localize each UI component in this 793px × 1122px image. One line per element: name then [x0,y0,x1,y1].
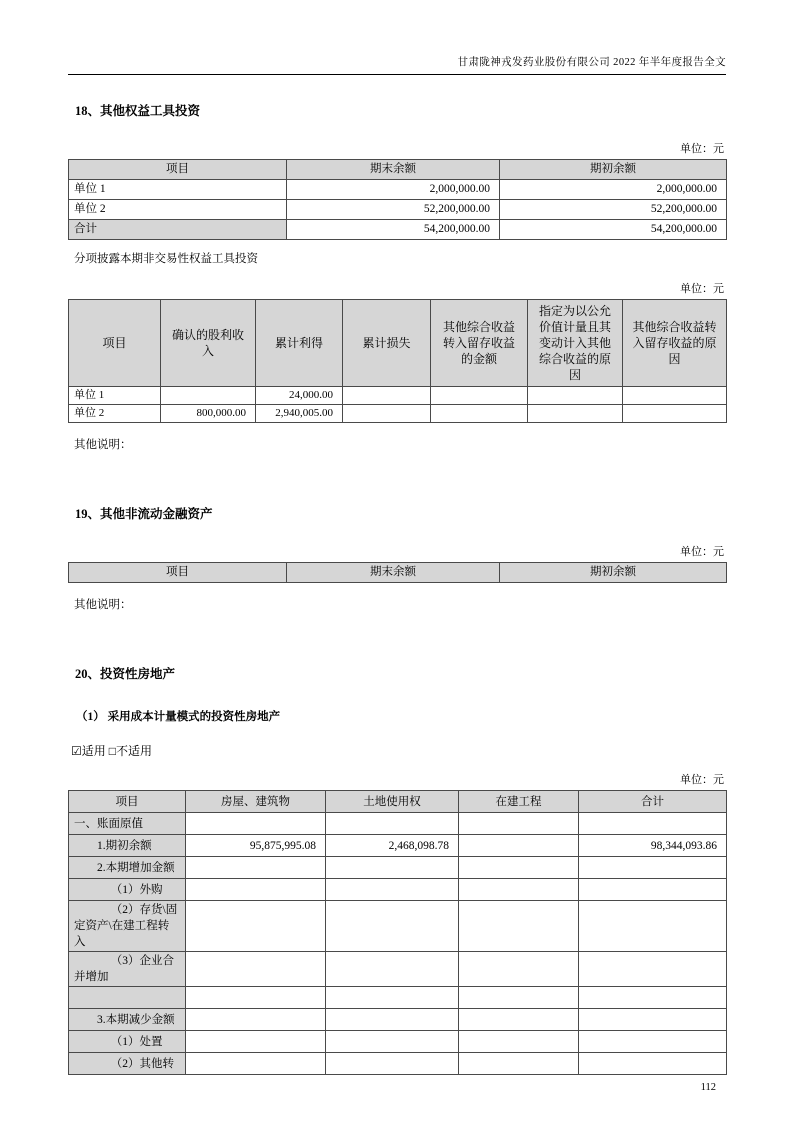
row-label-cell: 一、账面原值 [69,813,186,835]
row-label-cell: （1）外购 [69,879,186,901]
row-label-cell: 单位 2 [69,405,161,423]
section-20-subtitle: （1） 采用成本计量模式的投资性房地产 [76,711,281,723]
value-cell [459,1053,579,1075]
value-cell [326,1009,459,1031]
table-row [69,1009,727,1031]
row-label-cell: 合计 [69,220,287,240]
table-row [69,180,727,200]
table-row [69,387,727,405]
row-label-cell: （3）企业合并增加 [69,952,186,987]
value-cell [579,1053,727,1075]
value-cell [343,405,431,423]
table-row [69,200,727,220]
other-note: 其他说明： [74,439,132,451]
non-trading-equity-table [68,299,727,423]
row-label-cell: 单位 1 [69,180,287,200]
value-cell [579,952,727,987]
value-cell: 2,468,098.78 [326,835,459,857]
table-total-row [69,220,727,240]
table-header-row [69,791,727,813]
value-cell [186,857,326,879]
value-cell [186,987,326,1009]
col-header-item: 项目 [69,563,287,583]
value-cell [623,387,727,405]
document-header: 甘肃陇神戎发药业股份有限公司 2022 年半年度报告全文 [68,54,726,75]
col-header-closing-balance: 期末余额 [287,160,500,180]
value-cell [186,952,326,987]
value-cell: 24,000.00 [256,387,343,405]
table-row [69,952,727,987]
col-header-total: 合计 [579,791,727,813]
col-header-dividend-income: 确认的股利收入 [161,300,256,387]
value-cell [431,405,528,423]
value-cell [459,813,579,835]
value-cell [459,857,579,879]
col-header-designation-reason: 指定为以公允价值计量且其变动计入其他综合收益的原因 [528,300,623,387]
unit-label: 单位：元 [680,283,724,295]
value-cell: 95,875,995.08 [186,835,326,857]
value-cell [186,1031,326,1053]
value-cell [343,387,431,405]
col-header-buildings: 房屋、建筑物 [186,791,326,813]
value-cell [326,879,459,901]
value-cell [579,857,727,879]
table-row [69,835,727,857]
value-cell [431,387,528,405]
row-label-cell: 单位 2 [69,200,287,220]
value-cell: 800,000.00 [161,405,256,423]
value-cell [623,405,727,423]
value-cell [326,1031,459,1053]
value-cell [579,901,727,952]
row-label-cell: 1.期初余额 [69,835,186,857]
value-cell [528,387,623,405]
table-row [69,879,727,901]
unit-label: 单位：元 [680,774,724,786]
unit-label: 单位：元 [680,546,724,558]
value-cell [459,987,579,1009]
value-cell [326,1053,459,1075]
col-header-land-use-rights: 土地使用权 [326,791,459,813]
value-cell [579,879,727,901]
table-row [69,813,727,835]
row-label-cell: 2.本期增加金额 [69,857,186,879]
col-header-closing-balance: 期末余额 [287,563,500,583]
col-header-opening-balance: 期初余额 [500,563,727,583]
value-cell [579,1009,727,1031]
value-cell [186,879,326,901]
col-header-item: 项目 [69,791,186,813]
row-label-cell: 单位 1 [69,387,161,405]
page-number: 112 [700,1082,716,1093]
table-header-row [69,563,727,583]
row-label-cell [69,987,186,1009]
row-label-cell: （2）存货\固定资产\在建工程转入 [69,901,186,952]
value-cell [459,835,579,857]
value-cell [326,857,459,879]
value-cell: 2,000,000.00 [287,180,500,200]
value-cell [186,901,326,952]
value-cell [326,901,459,952]
value-cell [528,405,623,423]
investment-property-table [68,790,727,1075]
col-header-construction-in-progress: 在建工程 [459,791,579,813]
value-cell: 52,200,000.00 [500,200,727,220]
section-18-title: 18、其他权益工具投资 [75,104,201,118]
value-cell: 2,940,005.00 [256,405,343,423]
row-label-cell: 3.本期减少金额 [69,1009,186,1031]
col-header-item: 项目 [69,300,161,387]
table-row [69,405,727,423]
row-label-cell: （2）其他转 [69,1053,186,1075]
applicability-checkboxes: ☑适用 □不适用 [71,744,153,758]
value-cell [459,879,579,901]
value-cell: 52,200,000.00 [287,200,500,220]
value-cell: 54,200,000.00 [500,220,727,240]
col-header-opening-balance: 期初余额 [500,160,727,180]
value-cell [186,813,326,835]
value-cell [459,952,579,987]
table-row-blank [69,987,727,1009]
value-cell [186,1009,326,1031]
value-cell [459,901,579,952]
unit-label: 单位：元 [680,143,724,155]
non-current-financial-assets-table [68,562,727,583]
value-cell [161,387,256,405]
value-cell [459,1009,579,1031]
value-cell [326,952,459,987]
value-cell [459,1031,579,1053]
section-19-title: 19、其他非流动金融资产 [75,507,213,521]
col-header-accumulated-loss: 累计损失 [343,300,431,387]
table-row [69,857,727,879]
col-header-oci-transfer-reason: 其他综合收益转入留存收益的原因 [623,300,727,387]
section-20-title: 20、投资性房地产 [75,667,176,681]
table-header-row [69,160,727,180]
value-cell [326,813,459,835]
col-header-oci-transferred-amount: 其他综合收益转入留存收益的金额 [431,300,528,387]
value-cell [579,813,727,835]
table-row [69,1053,727,1075]
value-cell [186,1053,326,1075]
value-cell [326,987,459,1009]
col-header-accumulated-gain: 累计利得 [256,300,343,387]
value-cell: 54,200,000.00 [287,220,500,240]
row-label-cell: （1）处置 [69,1031,186,1053]
col-header-item: 项目 [69,160,287,180]
table-row [69,1031,727,1053]
disclosure-note: 分项披露本期非交易性权益工具投资 [74,253,258,265]
value-cell: 98,344,093.86 [579,835,727,857]
table-header-row [69,300,727,387]
table-row [69,901,727,952]
other-note: 其他说明： [74,599,132,611]
equity-tools-table [68,159,727,240]
value-cell: 2,000,000.00 [500,180,727,200]
value-cell [579,987,727,1009]
value-cell [579,1031,727,1053]
